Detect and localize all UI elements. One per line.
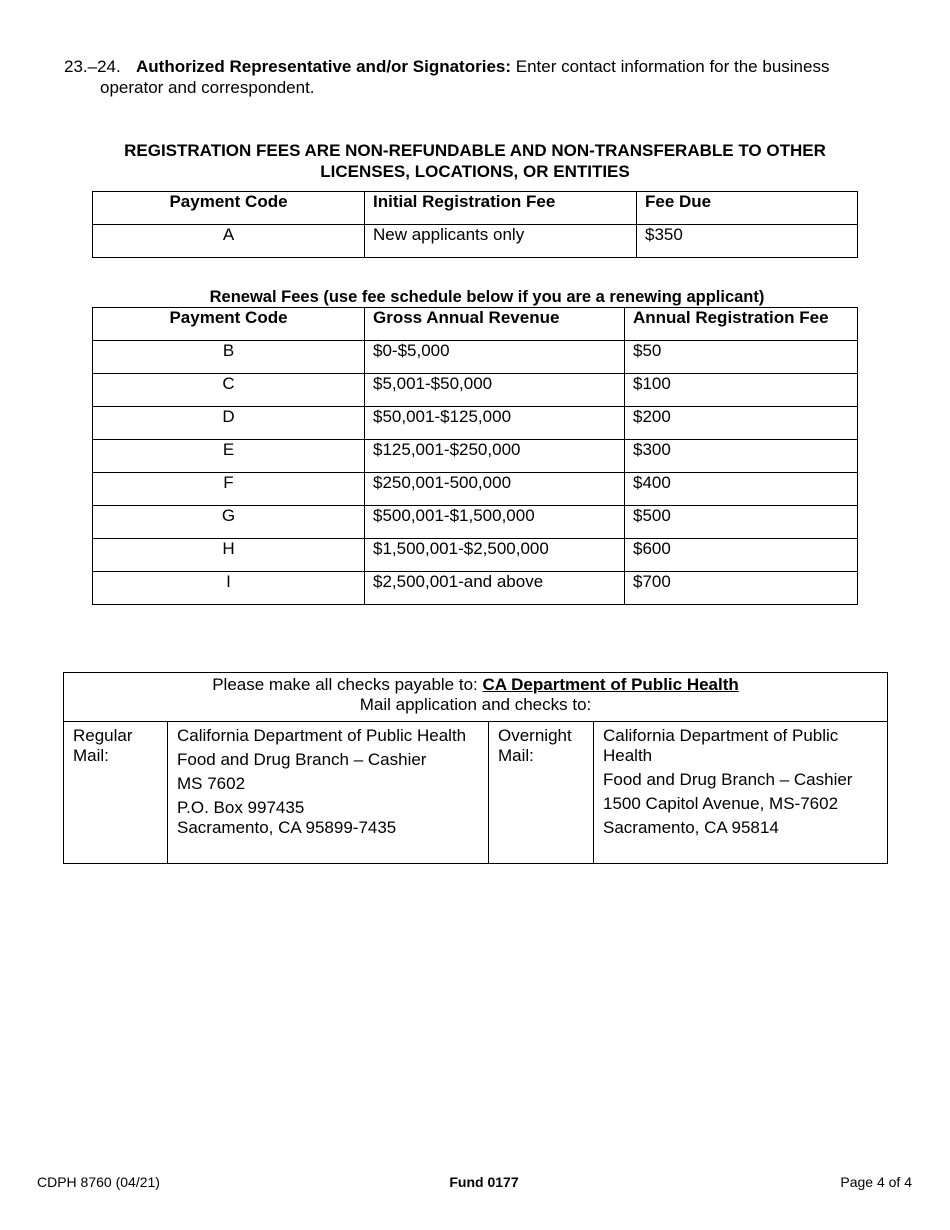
cell-fee: $300	[625, 440, 858, 473]
mailing-info-table	[63, 672, 888, 864]
table-header-row	[93, 192, 858, 225]
table-row	[93, 407, 858, 440]
cell-fee: $700	[625, 572, 858, 605]
table-header-row	[93, 308, 858, 341]
table-row	[93, 473, 858, 506]
regular-mail-address	[168, 722, 489, 864]
table-row	[93, 341, 858, 374]
payable-row	[64, 673, 888, 722]
cell-revenue: $125,001-$250,000	[365, 440, 625, 473]
cell-desc: New applicants only	[365, 225, 637, 258]
address-line: P.O. Box 997435 Sacramento, CA 95899-7435	[177, 798, 397, 837]
cell-revenue: $5,001-$50,000	[365, 374, 625, 407]
col-header: Fee Due	[637, 192, 858, 225]
cell-fee: $50	[625, 341, 858, 374]
address-line: Food and Drug Branch – Cashier	[603, 770, 853, 789]
form-id: CDPH 8760 (04/21)	[37, 1174, 160, 1190]
cell-code: F	[93, 473, 365, 506]
renewal-fee-table	[92, 307, 858, 605]
cell-fee: $500	[625, 506, 858, 539]
overnight-mail-label: Overnight Mail:	[489, 722, 594, 864]
page-number: Page 4 of 4	[840, 1174, 912, 1190]
cell-revenue: $250,001-500,000	[365, 473, 625, 506]
cell-code: C	[93, 374, 365, 407]
table-row	[93, 539, 858, 572]
col-header: Annual Registration Fee	[625, 308, 858, 341]
address-line: California Department of Public Health	[603, 726, 839, 765]
address-line: 1500 Capitol Avenue, MS-7602	[603, 794, 839, 813]
overnight-mail-address	[594, 722, 888, 864]
cell-fee: $600	[625, 539, 858, 572]
cell-fee: $400	[625, 473, 858, 506]
address-row	[64, 722, 888, 864]
instruction-item	[64, 56, 912, 98]
col-header: Payment Code	[93, 192, 365, 225]
fee-notice-line2: LICENSES, LOCATIONS, OR ENTITIES	[320, 162, 630, 181]
renewal-title: Renewal Fees (use fee schedule below if you are a renewing applicant)	[209, 288, 765, 306]
table-row	[93, 506, 858, 539]
cell-fee: $200	[625, 407, 858, 440]
table-row	[93, 374, 858, 407]
payable-prefix: Please make all checks payable to:	[212, 675, 483, 694]
address-line: California Department of Public Health	[177, 726, 467, 745]
cell-code: E	[93, 440, 365, 473]
col-header: Gross Annual Revenue	[365, 308, 625, 341]
cell-revenue: $1,500,001-$2,500,000	[365, 539, 625, 572]
fee-notice	[64, 140, 886, 182]
mail-to-line: Mail application and checks to:	[359, 695, 592, 714]
initial-fee-table	[92, 191, 858, 258]
item-number: 23.–24.	[64, 57, 121, 76]
cell-revenue: $2,500,001-and above	[365, 572, 625, 605]
address-line: Sacramento, CA 95814	[603, 818, 779, 837]
cell-code: D	[93, 407, 365, 440]
table-row	[93, 572, 858, 605]
item-text-1: Enter contact information for the business	[511, 57, 830, 76]
item-text-2: operator and correspondent.	[100, 78, 315, 97]
fee-notice-line1: REGISTRATION FEES ARE NON-REFUNDABLE AND NON-TRANSFERABLE TO OTHER	[124, 141, 826, 160]
cell-code: A	[93, 225, 365, 258]
cell-fee: $350	[637, 225, 858, 258]
col-header: Initial Registration Fee	[365, 192, 637, 225]
cell-revenue: $0-$5,000	[365, 341, 625, 374]
cell-revenue: $50,001-$125,000	[365, 407, 625, 440]
cell-code: I	[93, 572, 365, 605]
fund-number: Fund 0177	[449, 1174, 519, 1190]
address-line: MS 7602	[177, 774, 246, 793]
payable-to: CA Department of Public Health	[482, 675, 739, 694]
regular-mail-label: Regular Mail:	[64, 722, 168, 864]
payable-cell	[64, 673, 888, 722]
item-heading: Authorized Representative and/or Signatories:	[136, 57, 512, 76]
cell-revenue: $500,001-$1,500,000	[365, 506, 625, 539]
cell-code: B	[93, 341, 365, 374]
address-line: Food and Drug Branch – Cashier	[177, 750, 427, 769]
cell-fee: $100	[625, 374, 858, 407]
table-row	[93, 225, 858, 258]
col-header: Payment Code	[93, 308, 365, 341]
cell-code: H	[93, 539, 365, 572]
cell-code: G	[93, 506, 365, 539]
table-row	[93, 440, 858, 473]
